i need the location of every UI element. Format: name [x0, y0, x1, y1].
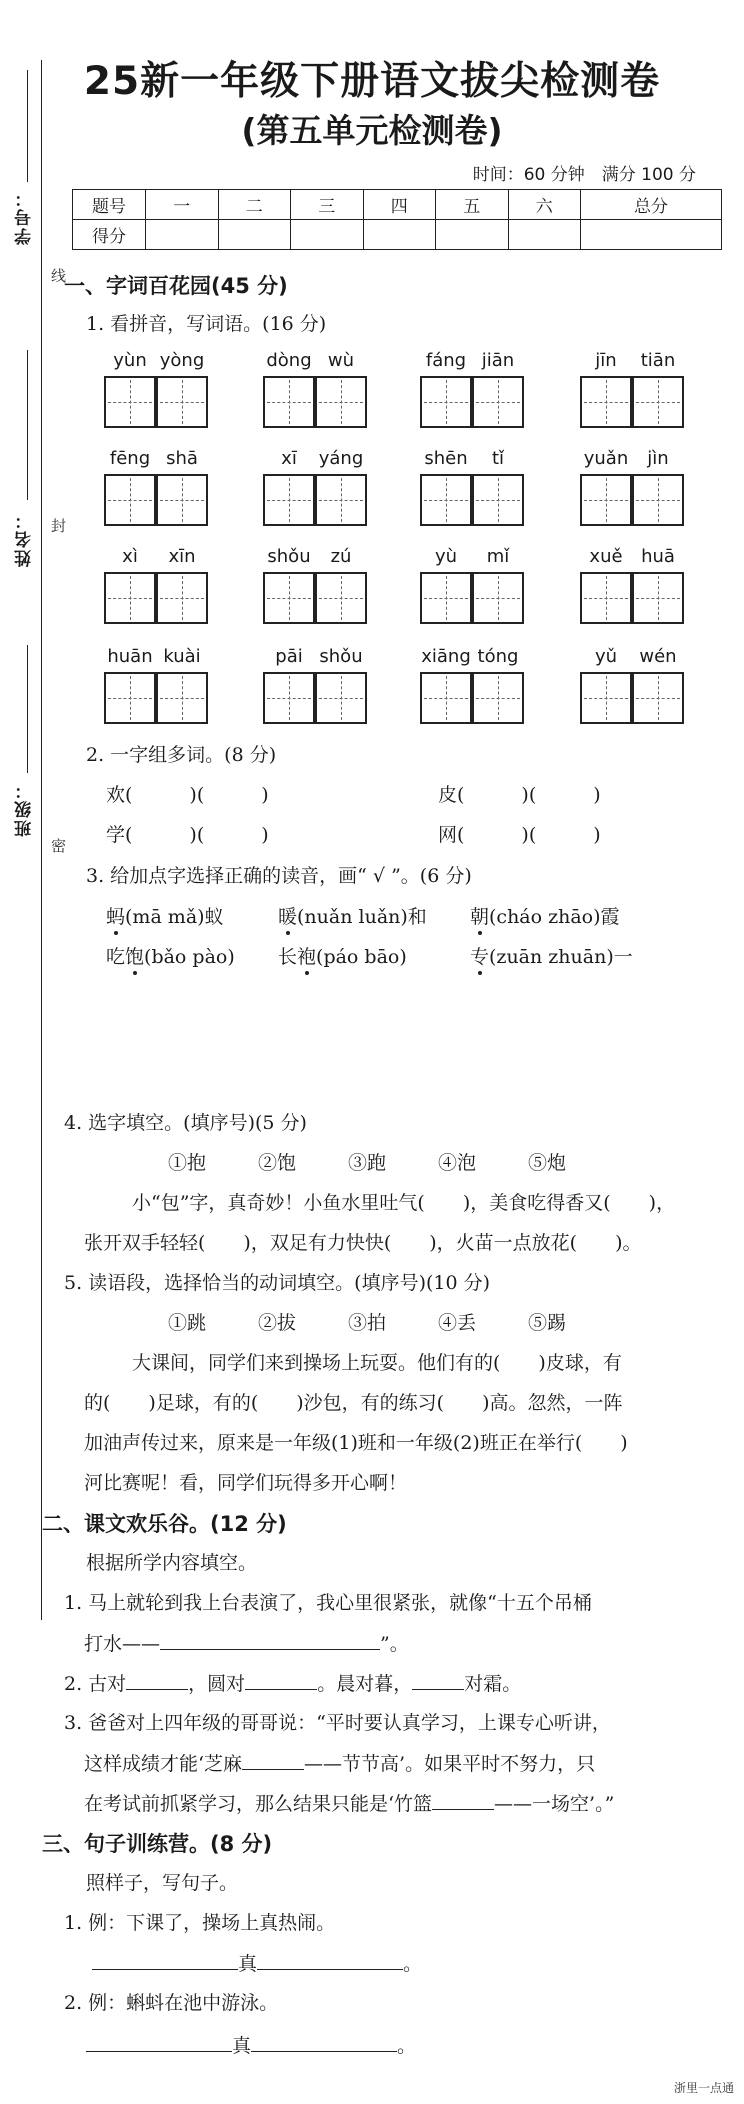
score-table-header-row — [73, 190, 722, 220]
score-input-cell[interactable] — [436, 220, 509, 250]
s2-q3-line3: 在考试前抓紧学习，那么结果只能是‘竹篮 ——一场空’。” — [84, 1788, 614, 1816]
s3-q1-example: 1. 例：下课了，操场上真热闹。 — [64, 1912, 336, 1934]
pinyin-syllable: yáng — [318, 448, 364, 469]
writing-cell[interactable] — [472, 474, 524, 526]
q3-label: 3. 给加点字选择正确的读音，画“ √ ”。(6 分) — [86, 865, 472, 887]
name-label: 姓名： — [15, 510, 35, 567]
score-cell: 四 — [363, 190, 436, 220]
pinyin-syllable: huā — [641, 546, 675, 567]
writing-cell[interactable] — [472, 572, 524, 624]
answer-blank[interactable] — [412, 1668, 464, 1690]
pinyin-syllable: shā — [166, 448, 198, 469]
writing-cell[interactable] — [315, 376, 367, 428]
answer-blank[interactable] — [92, 1948, 238, 1970]
time-and-score-info: 时间：60 分钟 满分 100 分 — [472, 165, 696, 185]
q5-line2[interactable]: 的( )足球，有的( )沙包，有的练习( )高。忽然，一阵 — [84, 1392, 623, 1414]
q5-option: ⑤踢 — [528, 1312, 567, 1334]
q5-label: 5. 读语段，选择恰当的动词填空。(填序号)(10 分) — [64, 1272, 491, 1294]
score-input-cell[interactable] — [363, 220, 436, 250]
q2-row1-left[interactable]: 欢( )( ) — [106, 784, 269, 806]
score-input-cell[interactable] — [218, 220, 291, 250]
pinyin-syllable: huān — [107, 646, 153, 667]
q5-line4: 河比赛呢！看，同学们玩得多开心啊！ — [84, 1472, 408, 1494]
q2-row1-right[interactable]: 皮( )( ) — [438, 784, 601, 806]
writing-cell[interactable] — [156, 572, 208, 624]
q3-item[interactable]: 暖(nuǎn luǎn)和 — [278, 902, 427, 929]
writing-cell[interactable] — [156, 376, 208, 428]
score-cell: 得分 — [73, 220, 146, 250]
page-title: 25新一年级下册语文拔尖检测卷 — [83, 59, 661, 104]
pinyin-syllable: fáng — [425, 350, 467, 371]
pinyin-syllable: yùn — [113, 350, 147, 371]
q4-line1[interactable]: 小“包”字，真奇妙！小鱼水里吐气( )，美食吃得香又( )， — [132, 1192, 676, 1214]
pinyin-syllable: xī — [281, 448, 297, 469]
pinyin-syllable: pāi — [275, 646, 303, 667]
q3-item[interactable]: 长袍(páo bāo) — [278, 942, 407, 969]
q3-item[interactable]: 蚂(mā mǎ)蚁 — [106, 902, 224, 929]
writing-cell[interactable] — [420, 572, 472, 624]
writing-cell[interactable] — [580, 376, 632, 428]
score-table-score-row — [73, 220, 722, 250]
pinyin-syllable: mǐ — [486, 546, 510, 567]
s3-q1-answer: 真 。 — [92, 1948, 422, 1976]
writing-cell[interactable] — [420, 376, 472, 428]
writing-cell[interactable] — [580, 672, 632, 724]
q4-option: ③跑 — [348, 1152, 387, 1174]
writing-cell[interactable] — [632, 572, 684, 624]
s2-q3-line2: 这样成绩才能‘芝麻 ——节节高’。如果平时不努力，只 — [84, 1748, 595, 1776]
score-cell: 五 — [436, 190, 509, 220]
section3-intro: 照样子，写句子。 — [86, 1872, 239, 1894]
binding-mark-line: 线 — [49, 268, 67, 283]
writing-cell[interactable] — [315, 572, 367, 624]
s2-q1-line2: 打水—— ”。 — [84, 1628, 409, 1656]
q2-label: 2. 一字组多词。(8 分) — [86, 744, 277, 766]
s3-q2-example: 2. 例：蝌蚪在池中游泳。 — [64, 1992, 279, 2014]
pinyin-syllable: xuě — [589, 546, 623, 567]
binding-mark-secret: 密 — [49, 838, 67, 853]
writing-cell[interactable] — [104, 474, 156, 526]
score-input-cell[interactable] — [146, 220, 219, 250]
writing-cell[interactable] — [420, 474, 472, 526]
score-cell: 二 — [218, 190, 291, 220]
pinyin-syllable: tiān — [640, 350, 676, 371]
pinyin-syllable: shǒu — [319, 646, 363, 667]
q4-line2[interactable]: 张开双手轻轻( )，双足有力快快( )，火苗一点放花( )。 — [84, 1232, 642, 1254]
pinyin-syllable: jìn — [647, 448, 669, 469]
pinyin-syllable: xīn — [168, 546, 196, 567]
s3-q2-answer: 真 。 — [86, 2030, 416, 2058]
q3-item[interactable]: 专(zuān zhuān)一 — [470, 942, 633, 969]
binding-line — [41, 60, 42, 1620]
writing-cell[interactable] — [580, 474, 632, 526]
q4-option: ①抱 — [168, 1152, 207, 1174]
pinyin-syllable: fēng — [109, 448, 151, 469]
page-subtitle: (第五单元检测卷) — [241, 111, 503, 150]
writing-cell[interactable] — [263, 672, 315, 724]
section2-intro: 根据所学内容填空。 — [86, 1552, 258, 1574]
writing-cell[interactable] — [472, 376, 524, 428]
pinyin-syllable: jīn — [595, 350, 617, 371]
pinyin-syllable: xì — [122, 546, 138, 567]
writing-cell[interactable] — [315, 672, 367, 724]
section1-title: 一、字词百花园(45 分) — [64, 274, 288, 298]
score-input-cell[interactable] — [291, 220, 364, 250]
pinyin-syllable: tǐ — [491, 448, 505, 469]
pinyin-syllable: jiān — [481, 350, 515, 371]
q4-label: 4. 选字填空。(填序号)(5 分) — [64, 1112, 307, 1134]
pinyin-syllable: yù — [434, 546, 458, 567]
answer-blank[interactable] — [126, 1668, 188, 1690]
writing-cell[interactable] — [263, 376, 315, 428]
student-id-label: 学号： — [15, 188, 35, 245]
writing-cell[interactable] — [632, 474, 684, 526]
writing-cell[interactable] — [632, 376, 684, 428]
writing-cell[interactable] — [263, 474, 315, 526]
name-blank[interactable] — [27, 350, 28, 500]
pinyin-syllable: dòng — [266, 350, 312, 371]
q5-line1[interactable]: 大课间，同学们来到操场上玩耍。他们有的( )皮球，有 — [132, 1352, 622, 1374]
q2-row2-right[interactable]: 网( )( ) — [438, 824, 601, 846]
writing-cell[interactable] — [104, 572, 156, 624]
q5-option: ②拔 — [258, 1312, 297, 1334]
q5-line3[interactable]: 加油声传过来，原来是一年级(1)班和一年级(2)班正在举行( ) — [84, 1432, 628, 1454]
score-input-cell[interactable] — [581, 220, 722, 250]
score-cell: 六 — [508, 190, 581, 220]
watermark: 浙里一点通 — [673, 2081, 734, 2095]
score-cell: 题号 — [73, 190, 146, 220]
s2-q3-line1: 3. 爸爸对上四年级的哥哥说：“平时要认真学习，上课专心听讲， — [64, 1712, 611, 1734]
q3-item[interactable]: 朝(cháo zhāo)霞 — [470, 902, 620, 929]
q4-option: ②饱 — [258, 1152, 297, 1174]
binding-mark-seal: 封 — [49, 518, 67, 533]
writing-cell[interactable] — [472, 672, 524, 724]
class-blank[interactable] — [27, 645, 28, 773]
pinyin-syllable: wén — [639, 646, 677, 667]
answer-blank[interactable] — [245, 1668, 317, 1690]
q1-label: 1. 看拼音，写词语。(16 分) — [86, 313, 327, 335]
score-cell: 总分 — [581, 190, 722, 220]
pinyin-syllable: yòng — [159, 350, 205, 371]
pinyin-syllable: kuài — [163, 646, 201, 667]
writing-cell[interactable] — [580, 572, 632, 624]
writing-cell[interactable] — [156, 672, 208, 724]
answer-blank[interactable] — [86, 2030, 232, 2052]
section2-title: 二、课文欢乐谷。(12 分) — [42, 1512, 287, 1536]
score-input-cell[interactable] — [508, 220, 581, 250]
writing-cell[interactable] — [156, 474, 208, 526]
writing-cell[interactable] — [632, 672, 684, 724]
q3-item[interactable]: 吃饱(bǎo pào) — [106, 942, 235, 969]
s2-q2: 2. 古对 ，圆对 。晨对暮， 对霜。 — [64, 1668, 521, 1696]
answer-blank[interactable] — [432, 1788, 494, 1810]
writing-cell[interactable] — [104, 376, 156, 428]
s2-q1-line1: 1. 马上就轮到我上台表演了，我心里很紧张，就像“十五个吊桶 — [64, 1592, 592, 1614]
q4-option: ④泡 — [438, 1152, 477, 1174]
score-table — [72, 189, 722, 250]
writing-cell[interactable] — [315, 474, 367, 526]
answer-blank[interactable] — [257, 1948, 403, 1970]
score-cell: 三 — [291, 190, 364, 220]
answer-blank[interactable] — [251, 2030, 397, 2052]
pinyin-syllable: zú — [330, 546, 352, 567]
writing-cell[interactable] — [104, 672, 156, 724]
score-cell: 一 — [146, 190, 219, 220]
pinyin-syllable: yǔ — [594, 646, 618, 667]
q4-option: ⑤炮 — [528, 1152, 567, 1174]
pinyin-syllable: shǒu — [267, 546, 311, 567]
answer-blank[interactable] — [160, 1628, 380, 1650]
pinyin-syllable: tóng — [477, 646, 519, 667]
pinyin-syllable: wù — [327, 350, 355, 371]
pinyin-syllable: shēn — [424, 448, 468, 469]
q2-row2-left[interactable]: 学( )( ) — [106, 824, 269, 846]
pinyin-syllable: yuǎn — [583, 448, 629, 469]
writing-cell[interactable] — [263, 572, 315, 624]
q5-option: ③拍 — [348, 1312, 387, 1334]
writing-cell[interactable] — [420, 672, 472, 724]
q5-option: ①跳 — [168, 1312, 207, 1334]
answer-blank[interactable] — [242, 1748, 304, 1770]
pinyin-syllable: xiāng — [421, 646, 471, 667]
class-label: 班级： — [15, 780, 35, 837]
q5-option: ④丢 — [438, 1312, 477, 1334]
section3-title: 三、句子训练营。(8 分) — [42, 1832, 273, 1856]
